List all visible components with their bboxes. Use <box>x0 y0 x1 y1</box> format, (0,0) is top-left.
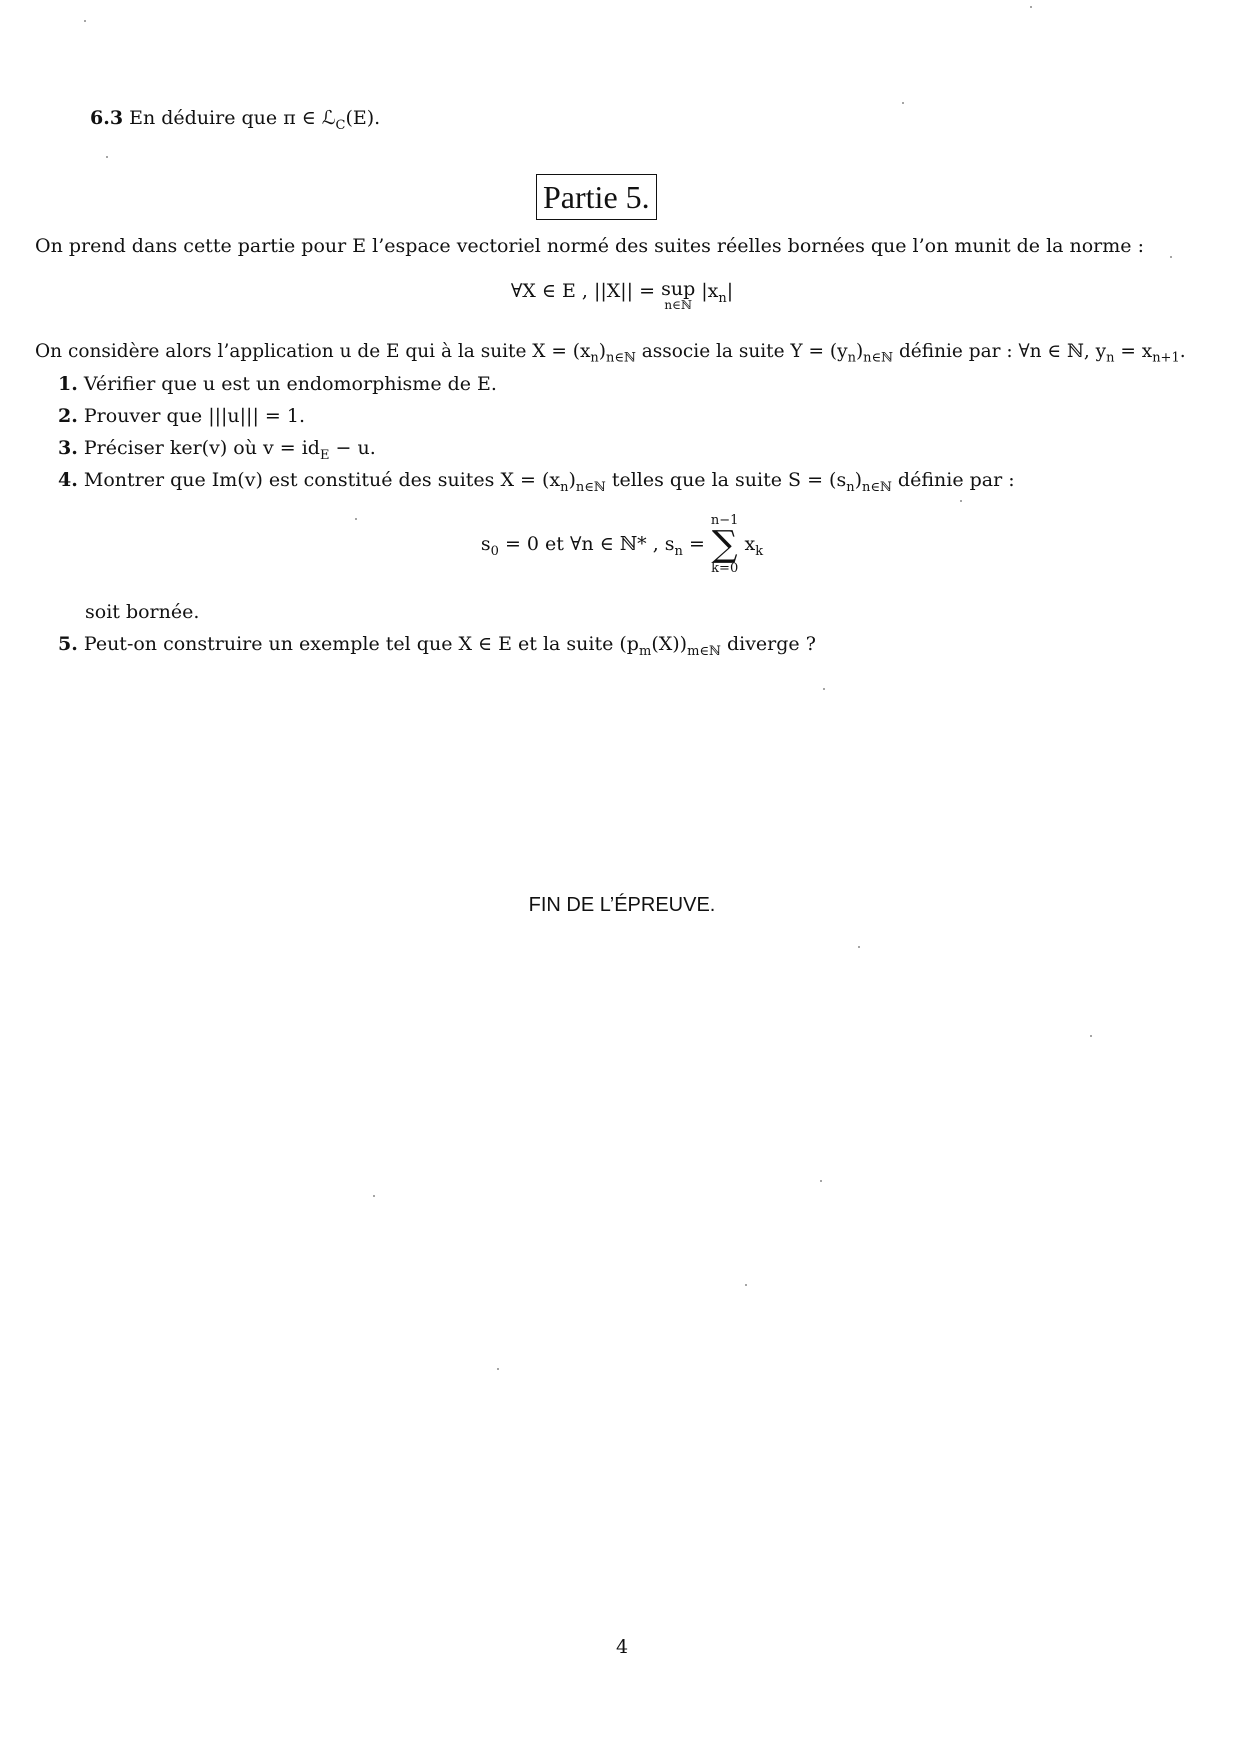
question-2 <box>58 404 305 428</box>
text-seg: associe la suite Y = (y <box>635 341 848 362</box>
scan-speck <box>1090 1035 1092 1037</box>
question-number: 5. <box>58 633 78 655</box>
question-number: 6.3 <box>90 107 124 129</box>
scan-speck <box>1030 6 1032 8</box>
text-seg: ) <box>598 341 606 362</box>
sum-upper: n−1 <box>710 513 739 528</box>
scan-speck <box>745 1284 747 1286</box>
sub-seg: k <box>755 543 764 559</box>
question-text: Peut-on construire un exemple tel que X ∈ E et la suite (p <box>83 633 639 655</box>
question-number: 2. <box>58 405 78 427</box>
sub-seg: n <box>674 543 683 559</box>
question-tail: − u. <box>329 437 376 459</box>
scan-speck <box>960 500 962 502</box>
question-text: Préciser ker(v) où v = id <box>83 437 320 459</box>
question-number: 1. <box>58 373 78 395</box>
question-text: Vérifier que u est un endomorphisme de E. <box>83 373 497 395</box>
text-seg: ) <box>854 469 862 491</box>
norm-formula <box>0 280 1244 312</box>
question-text: Prouver que |||u||| = 1. <box>83 405 305 427</box>
question-1 <box>58 372 497 396</box>
intro-line-2 <box>35 340 1186 364</box>
text-seg: définie par : ∀n ∈ ℕ, y <box>893 341 1107 362</box>
norm-left: ∀X ∈ E , ||X|| = <box>510 280 662 302</box>
question-text: En déduire que π ∈ ℒ <box>129 107 336 129</box>
text-seg: = 0 et ∀n ∈ ℕ* , s <box>498 533 675 555</box>
sub-seg: n+1 <box>1152 350 1180 366</box>
sub-seg: n <box>846 479 855 495</box>
sub-seg: n <box>847 350 856 366</box>
norm-right: |x <box>695 280 719 302</box>
sup-operator <box>661 280 695 312</box>
text-seg: x <box>744 533 756 555</box>
sub-seg: n∈ℕ <box>862 479 892 495</box>
soit-bornee: soit bornée. <box>85 601 200 623</box>
sub-seg: n∈ℕ <box>863 350 894 366</box>
intro-line-1: On prend dans cette partie pour E l’espace vectoriel normé des suites réelles bornées que l’on munit de la norme : <box>35 235 1144 257</box>
text-seg: (X)) <box>651 633 688 655</box>
question-text: Montrer que Im(v) est constitué des suites X = (x <box>83 469 561 491</box>
scan-speck <box>373 1195 375 1197</box>
subscript: C <box>335 117 346 133</box>
question-6-3 <box>90 106 381 133</box>
part-title: Partie 5. <box>536 174 657 220</box>
text-seg: ) <box>855 341 864 362</box>
scan-speck <box>902 102 904 104</box>
text-seg: . <box>1179 341 1186 362</box>
scan-speck <box>106 156 108 158</box>
sub-seg: 0 <box>490 543 499 559</box>
scan-speck <box>1170 256 1172 258</box>
question-number: 4. <box>58 469 78 491</box>
sub-seg: m∈ℕ <box>687 643 721 659</box>
scan-speck <box>84 20 86 22</box>
scan-speck <box>820 1180 822 1182</box>
sub-seg: n <box>560 479 569 495</box>
sum-symbol: ∑ <box>711 524 738 565</box>
sub-seg: n∈ℕ <box>605 350 636 366</box>
text-seg: On considère alors l’application u de E qui à la suite X = (x <box>35 341 591 362</box>
scan-speck <box>823 688 825 690</box>
sub-seg: E <box>319 447 330 463</box>
text-seg: définie par : <box>891 469 1015 491</box>
norm-right-end: | <box>726 280 734 302</box>
summation <box>711 514 739 576</box>
scan-speck <box>355 518 357 520</box>
question-tail: (E). <box>345 107 381 129</box>
text-seg: telles que la suite S = (s <box>605 469 847 491</box>
question-number: 3. <box>58 437 78 459</box>
sum-lower: k=0 <box>711 561 739 576</box>
sup-label: sup <box>661 278 696 300</box>
s-formula <box>0 514 1244 576</box>
norm-right-sub: n <box>718 290 727 306</box>
scan-speck <box>858 946 860 948</box>
sub-seg: m <box>638 643 652 659</box>
text-seg: ) <box>568 469 576 491</box>
end-of-exam: FIN DE L’ÉPREUVE. <box>528 894 716 916</box>
question-4 <box>58 468 1015 495</box>
sub-seg: n <box>1106 350 1115 366</box>
sup-subscript: n∈ℕ <box>664 298 692 312</box>
scan-speck <box>497 1368 499 1370</box>
s0: s <box>480 533 491 555</box>
text-seg: = <box>682 533 711 555</box>
text-seg: = x <box>1114 341 1153 362</box>
sub-seg: n <box>590 350 599 366</box>
question-5 <box>58 632 816 659</box>
page-number: 4 <box>615 1636 629 1658</box>
sub-seg: n∈ℕ <box>575 479 606 495</box>
text-seg: diverge ? <box>720 633 816 655</box>
question-3 <box>58 436 376 463</box>
